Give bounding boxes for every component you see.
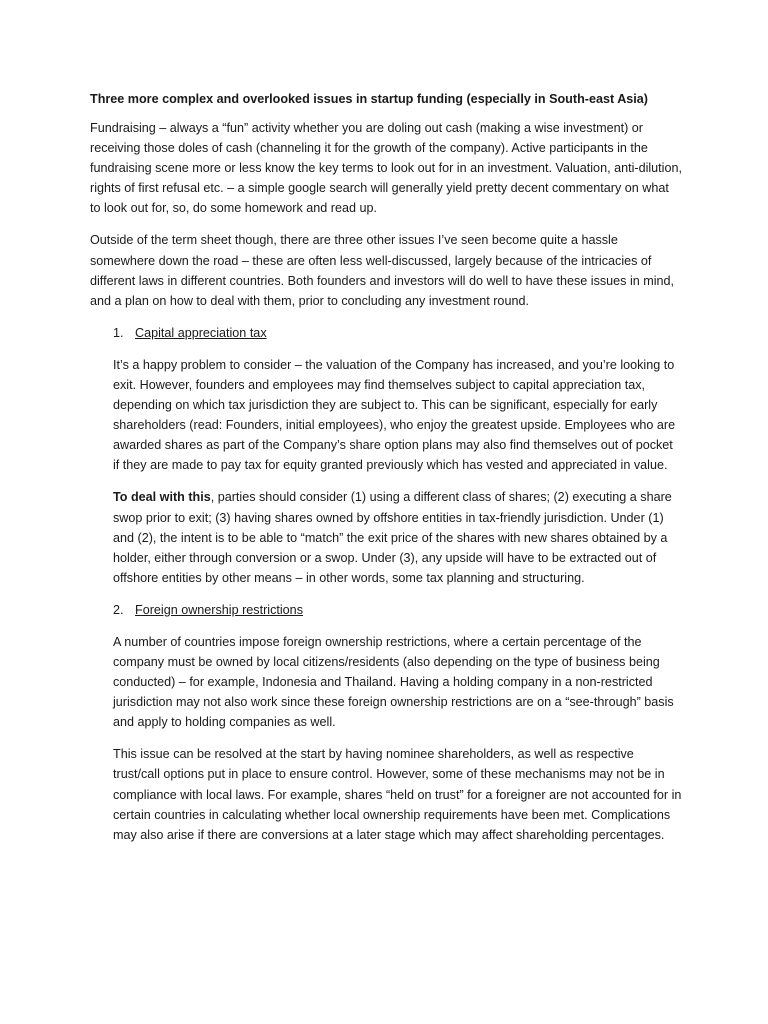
- intro-paragraph-1: Fundraising – always a “fun” activity whether you are doling out cash (making a wise investment) or receiving those doles of cash (channeling it for the growth of the company). Active participants in the fundraising scene more or less know the key terms to look out for in an investment. Valuation, anti-dilution, rights of first refusal etc. – a simple google search will generally yield pretty decent commentary on what to look out for, so, do some homework and read up.: [90, 121, 682, 216]
- section-2-paragraph-2: This issue can be resolved at the start by having nominee shareholders, as well as respective trust/call options put in place to ensure control. However, some of these mechanisms may not be in compliance with local laws. For example, shares “held on trust” for a foreigner are not accounted for in certain countries in calculating whether local ownership requirements have been met. Complications may also arise if there are conversions at a later stage which may affect shareholding percentages.: [113, 747, 682, 842]
- intro-paragraph-2: Outside of the term sheet though, there are three other issues I’ve seen become quite a hassle somewhere down the road – these are often less well-discussed, largely because of the intricacies of different laws in different countries. Both founders and investors will do well to have these issues in mind, and a plan on how to deal with them, prior to concluding any investment round.: [90, 233, 675, 308]
- section-1-heading: [113, 323, 682, 343]
- section-2-paragraph-1: A number of countries impose foreign ownership restrictions, where a certain percentage of the company must be owned by local citizens/residents (also depending on the type of business being conducted) – for example, Indonesia and Thailand. Having a holding company in a non-restricted jurisdiction may not also work since these foreign ownership restrictions are on a “see-through” basis and apply to holding companies as well.: [113, 634, 674, 730]
- section-2-number: 2.: [113, 602, 124, 617]
- section-1-paragraph-1: It’s a happy problem to consider – the valuation of the Company has increased, and you’re looking to exit. However, founders and employees may find themselves subject to capital appreciation tax, depending on which tax jurisdiction they are subject to. This can be significant, especially for early shareholders (read: Founders, initial employees), who enjoy the greatest upside. Employees who are awarded shares as part of the Company’s share option plans may also find themselves out of pocket if they are made to pay tax for equity granted previously which has vested and appreciated in value.: [113, 357, 676, 473]
- section-1-title: Capital appreciation tax: [135, 325, 267, 340]
- section-2-heading: [113, 600, 682, 620]
- section-1-paragraph-2: [113, 487, 682, 587]
- section-1-paragraph-2-text: , parties should consider (1) using a different class of shares; (2) executing a share swop prior to exit; (3) having shares owned by offshore entities in tax-friendly jurisdiction. Under (1) and (2), the intent is to be able to “match” the exit price of the shares with new shares obtained by a holder, either through conversion or a swop. Under (3), any upside will have to be extracted out of offshore entities by other means – in other words, some tax planning and structuring.: [113, 490, 672, 585]
- section-1-number: 1.: [113, 325, 124, 340]
- section-2-title: Foreign ownership restrictions: [135, 602, 303, 617]
- section-1-bold-lead: To deal with this: [113, 490, 211, 505]
- document-title: Three more complex and overlooked issues in startup funding (especially in South-east Asia): [90, 92, 648, 106]
